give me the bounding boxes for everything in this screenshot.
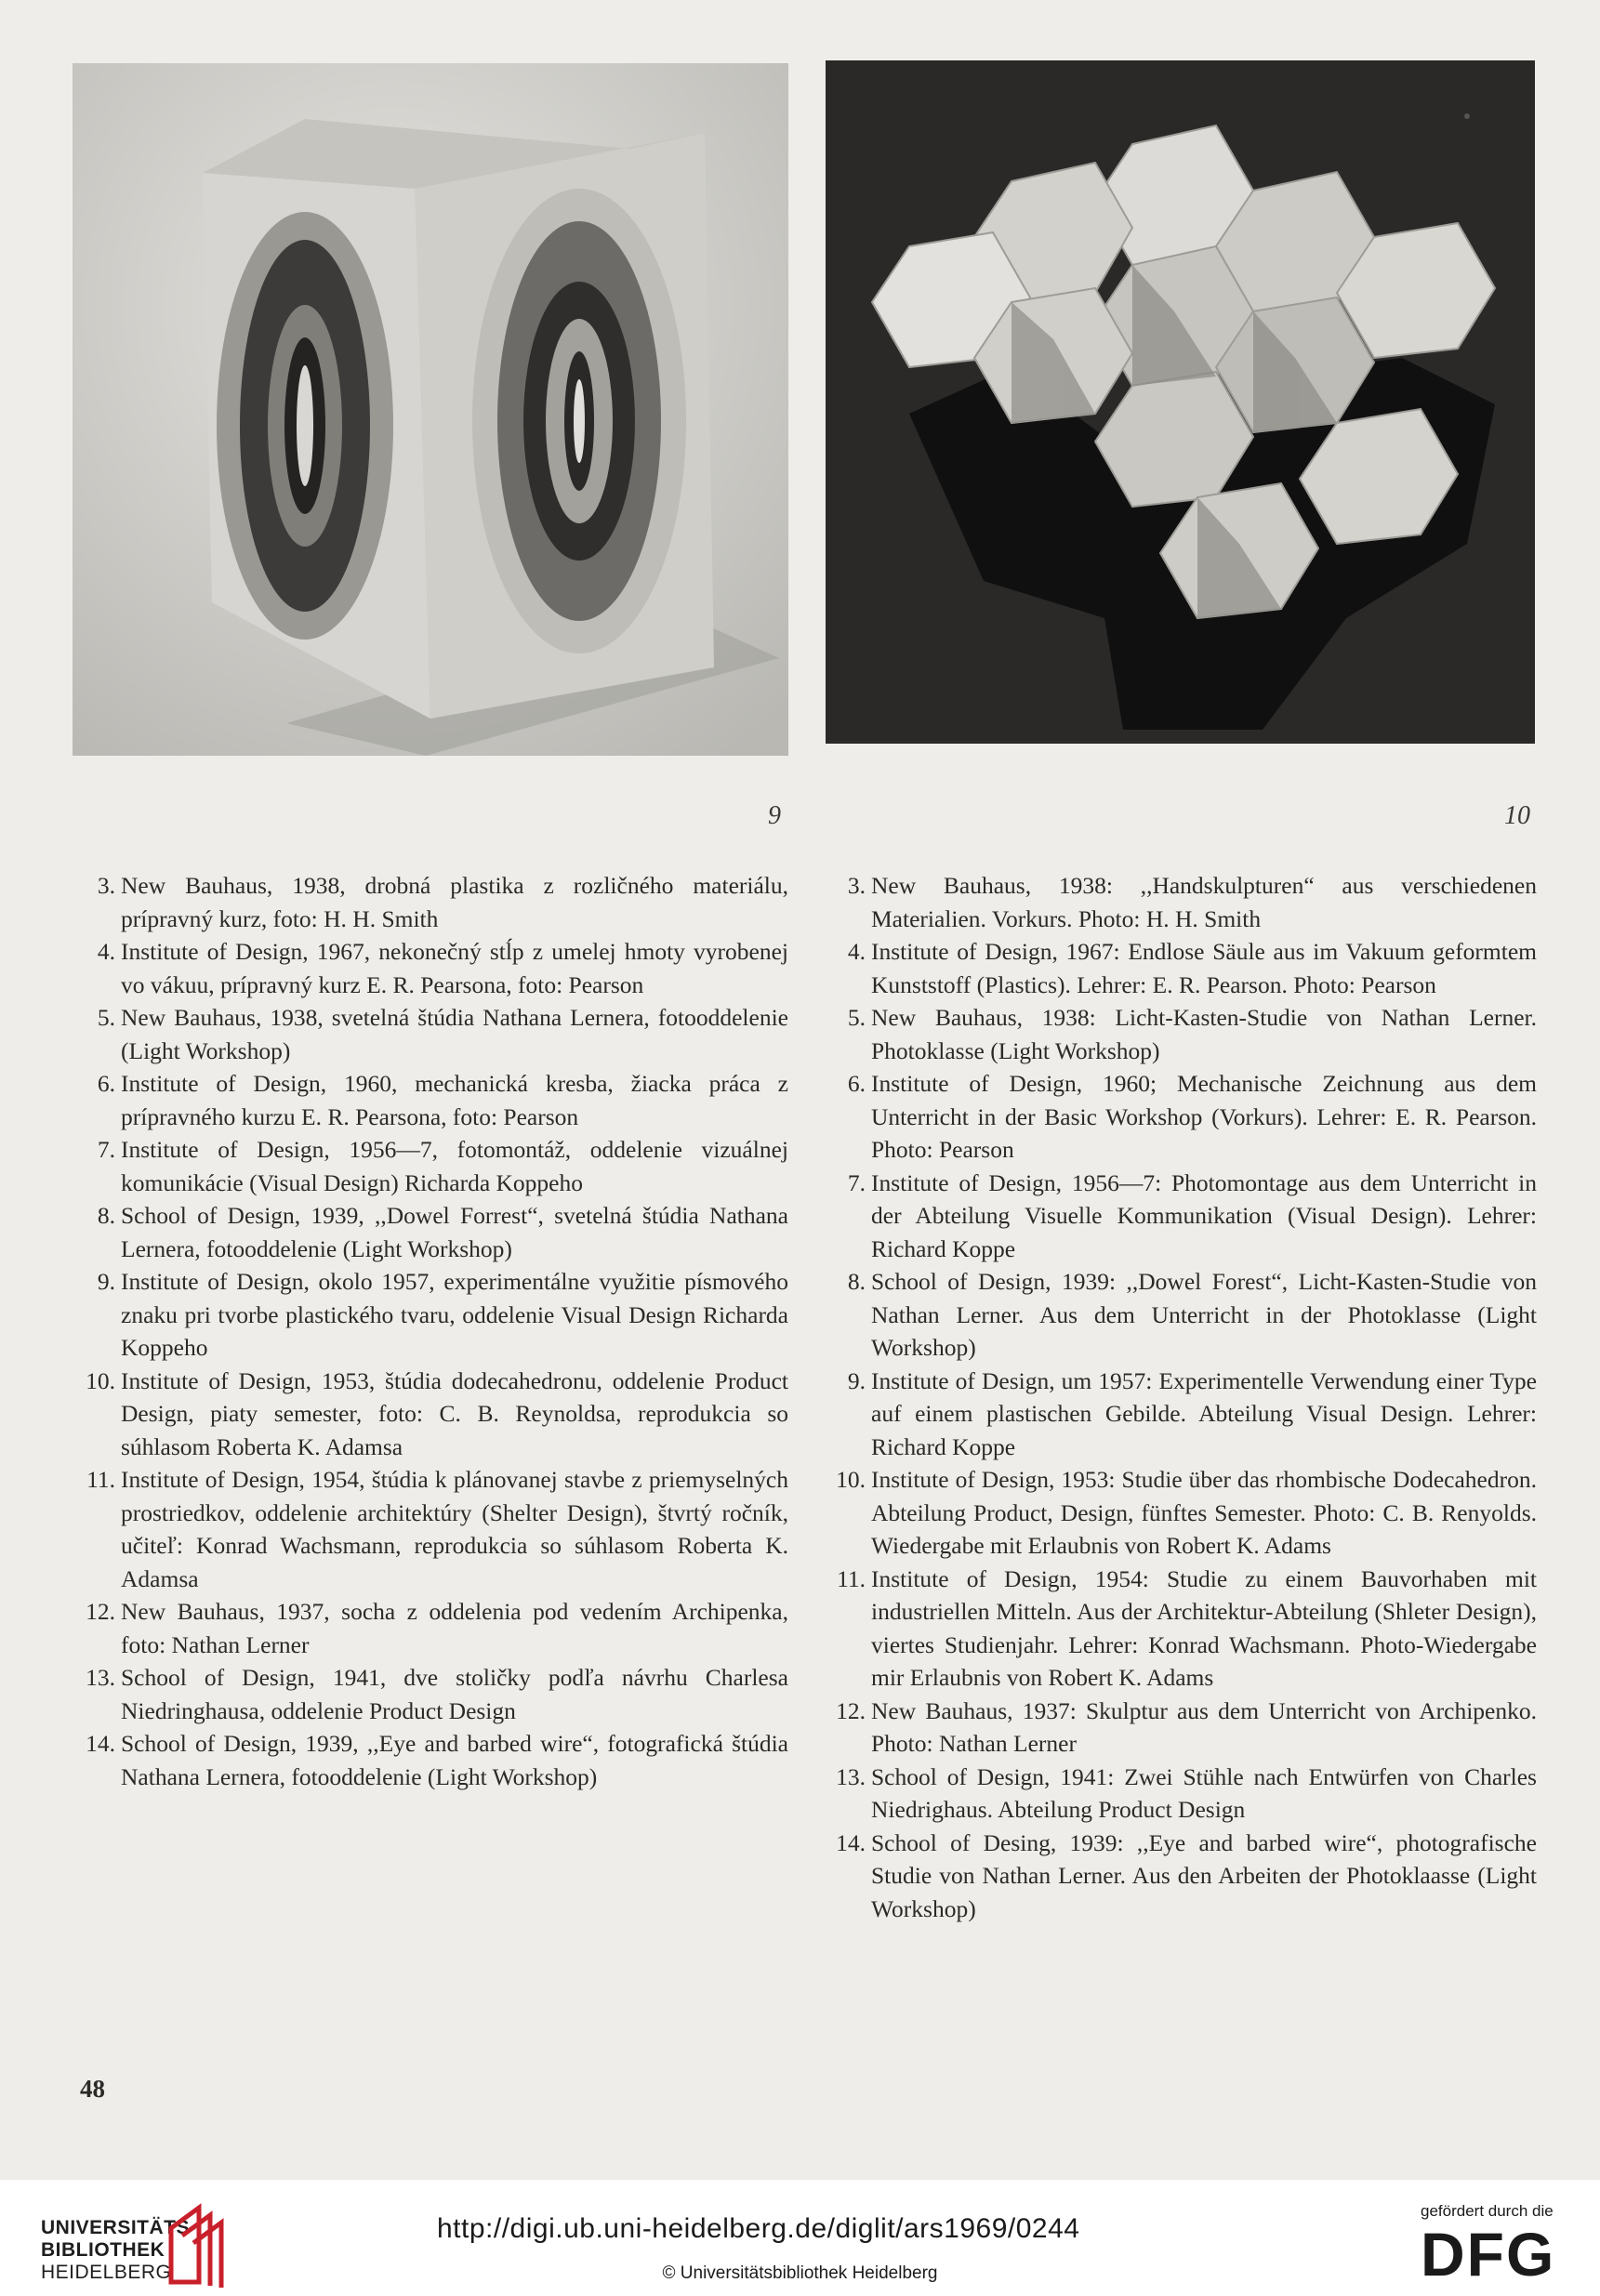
caption-de-9: 9. Institute of Design, um 1957: Experimentelle Verwendung einer Type auf einem plastischen Gebilde. Abteilung Visual Design. Lehrer: Richard Koppe [847, 1366, 1537, 1460]
caption-de-8: 8. School of Design, 1939: ,,Dowel Forest“, Licht-Kasten-Studie von Nathan Lerner. Aus dem Unterricht in der Photoklasse (Light Workshop) [847, 1268, 1537, 1361]
caption-de-6: 6. Institute of Design, 1960; Mechanische Zeichnung aus dem Unterricht in der Basic Workshop (Vorkurs). Lehrer: E. R. Pearson. Photo: Pearson [847, 1070, 1537, 1163]
digitization-footer [0, 2180, 1600, 2296]
caption-sk-12: 12. New Bauhaus, 1937, socha z oddelenia pod vedením Archipenka, foto: Nathan Lerner [86, 1598, 788, 1658]
caption-sk-14: 14. School of Design, 1939, ,,Eye and barbed wire“, fotografická štúdia Nathana Lernera, fotooddelenie (Light Workshop) [86, 1730, 788, 1790]
caption-sk-10: 10. Institute of Design, 1953, štúdia dodecahedronu, oddelenie Product Design, piaty semester, foto: C. B. Reynoldsa, reprodukcia so súhlasom Roberta K. Adamsa [86, 1366, 788, 1460]
copyright-notice: © Universitätsbibliothek Heidelberg [662, 2263, 938, 2283]
caption-sk-11: 11. Institute of Design, 1954, štúdia k plánovanej stavbe z priemyselných prostriedkov, oddelenie architektúry (Shelter Design), štvrtý ročník, učiteľ: Konrad Wachsmann, reprodukcia so súhlasom Roberta K. Adamsa [86, 1466, 788, 1592]
funding-note: gefördert durch die [1421, 2202, 1554, 2220]
permalink-url[interactable]: http://digi.ub.uni-heidelberg.de/diglit/ars1969/0244 [437, 2213, 1080, 2244]
caption-sk-3: 3. New Bauhaus, 1938, drobná plastika z rozličného materiálu, prípravný kurz, foto: H. H. Smith [97, 872, 788, 932]
figure-10-photo [826, 60, 1535, 744]
captions-slovak-column [82, 869, 788, 1793]
figure-number-10: 10 [1504, 801, 1530, 830]
caption-de-10: 10. Institute of Design, 1953: Studie über das rhombische Dodecahedron. Abteilung Product, Design, fünftes Semester. Photo: C. B. Renyolds. Wiedergabe mit Erlaubnis von Robert K. Adams [836, 1466, 1537, 1559]
figure-9-photo [73, 63, 788, 756]
caption-sk-13: 13. School of Design, 1941, dve stoličky podľa návrhu Charlesa Niedringhausa, oddelenie Product Design [86, 1664, 788, 1724]
caption-sk-7: 7. Institute of Design, 1956—7, fotomontáž, oddelenie vizuálnej komunikácie (Visual Design) Richarda Koppeho [97, 1136, 788, 1196]
typographic-cube-image [73, 63, 788, 756]
caption-de-3: 3. New Bauhaus, 1938: ,,Handskulpturen“ aus verschiedenen Materialien. Vorkurs. Photo: H. H. Smith [847, 872, 1537, 932]
caption-de-12: 12. New Bauhaus, 1937: Skulptur aus dem Unterricht von Archipenko. Photo: Nathan Lerner [836, 1696, 1537, 1757]
caption-de-5: 5. New Bauhaus, 1938: Licht-Kasten-Studie von Nathan Lerner. Photoklasse (Light Workshop) [847, 1004, 1537, 1064]
caption-de-4: 4. Institute of Design, 1967: Endlose Säule aus im Vakuum geformtem Kunststoff (Plastics). Lehrer: E. R. Pearson. Photo: Pearson [847, 938, 1537, 998]
library-logo-text: UNIVERSITÄTS- BIBLIOTHEK HEIDELBERG [41, 2217, 197, 2283]
caption-sk-9: 9. Institute of Design, okolo 1957, experimentálne využitie písmového znaku pri tvorbe plastického tvaru, oddelenie Visual Design Richarda Koppeho [97, 1268, 788, 1361]
caption-de-11: 11. Institute of Design, 1954: Studie zu einem Bauvorhaben mit industriellen Mitteln. Aus der Architektur-Abteilung (Shleter Design), viertes Studienjahr. Lehrer: Konrad Wachsmann. Photo-Wiedergabe mir Erlaubnis von Robert K. Adams [837, 1564, 1537, 1691]
rhombic-dodecahedron-image [826, 60, 1535, 744]
caption-sk-8: 8. School of Design, 1939, ,,Dowel Forrest“, svetelná štúdia Nathana Lernera, fotooddelenie (Light Workshop) [97, 1202, 788, 1262]
page-number: 48 [80, 2075, 105, 2103]
caption-de-7: 7. Institute of Design, 1956—7: Photomontage aus dem Unterricht in der Abteilung Visuelle Kommunikation (Visual Design). Lehrer: Richard Koppe [847, 1168, 1537, 1262]
caption-de-13: 13. School of Design, 1941: Zwei Stühle nach Entwürfen von Charles Niedrighaus. Abteilung Product Design [836, 1762, 1537, 1823]
caption-de-14: 14. School of Desing, 1939: ,,Eye and barbed wire“, photografische Studie von Nathan Lerner. Aus den Arbeiten der Photoklaasse (Light Workshop) [836, 1828, 1537, 1922]
caption-sk-4: 4. Institute of Design, 1967, nekonečný stĺp z umelej hmoty vyrobenej vo vákuu, prípravný kurz E. R. Pearsona, foto: Pearson [97, 938, 788, 998]
captions-german-column [832, 869, 1537, 1925]
caption-sk-6: 6. Institute of Design, 1960, mechanická kresba, žiacka práca z prípravného kurzu E. R. Pearsona, foto: Pearson [97, 1070, 788, 1130]
dfg-logo: DFG [1421, 2220, 1556, 2289]
caption-sk-5: 5. New Bauhaus, 1938, svetelná štúdia Nathana Lernera, fotooddelenie (Light Workshop) [97, 1004, 788, 1064]
figure-number-9: 9 [768, 801, 781, 830]
